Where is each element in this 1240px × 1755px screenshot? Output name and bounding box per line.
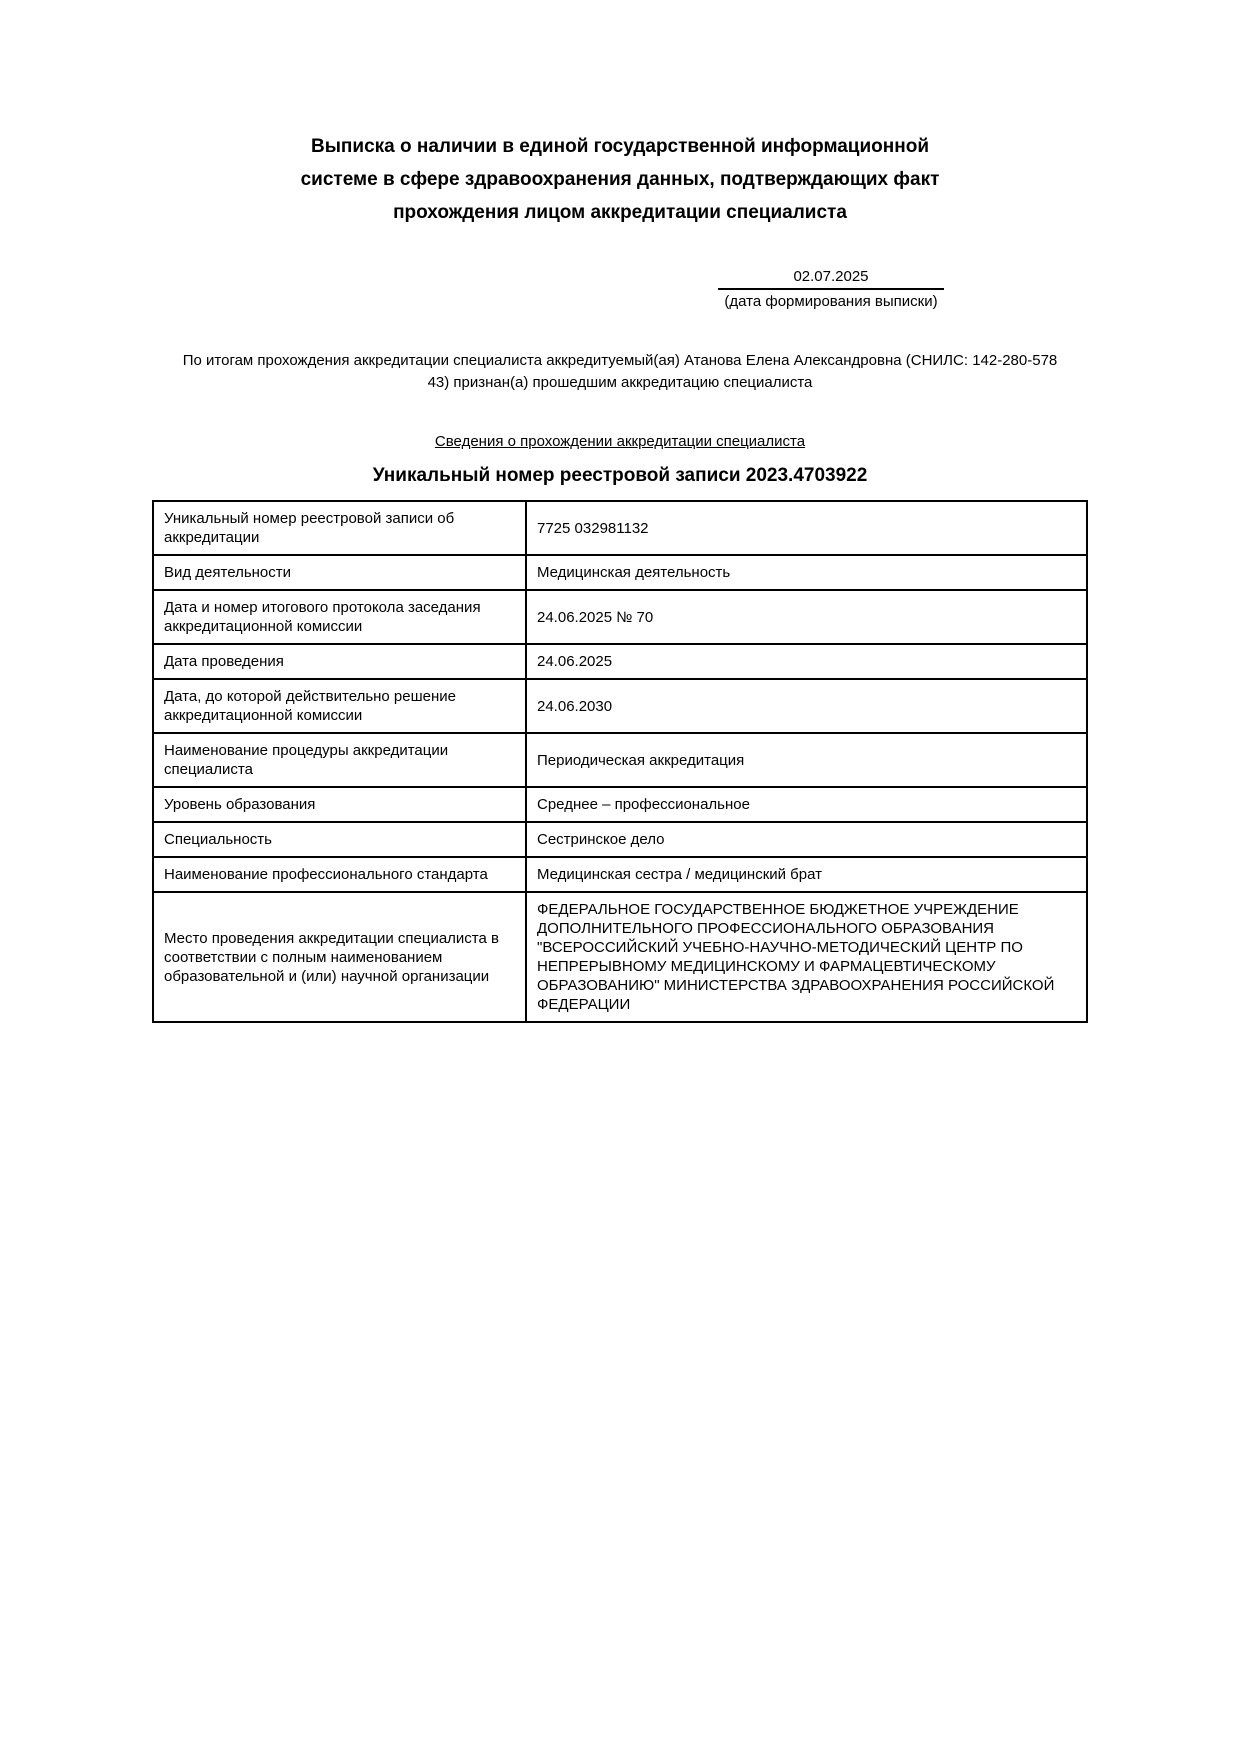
row-label: Дата проведения	[153, 644, 526, 679]
row-value: 24.06.2025	[526, 644, 1087, 679]
table-row	[153, 822, 1087, 857]
table-row	[153, 892, 1087, 1022]
row-value: Периодическая аккредитация	[526, 733, 1087, 787]
accreditation-table-body	[153, 501, 1087, 1022]
intro-paragraph	[120, 350, 1120, 394]
row-label: Наименование процедуры аккредитации специалиста	[153, 733, 526, 787]
table-row	[153, 501, 1087, 555]
title-line-3: прохождения лицом аккредитации специалиста	[393, 202, 847, 223]
title-line-1: Выписка о наличии в единой государственной информационной	[310, 136, 930, 157]
row-value: Среднее – профессиональное	[526, 787, 1087, 822]
formation-date-block	[718, 267, 944, 312]
row-value: ФЕДЕРАЛЬНОЕ ГОСУДАРСТВЕННОЕ БЮДЖЕТНОЕ УЧРЕЖДЕНИЕ ДОПОЛНИТЕЛЬНОГО ПРОФЕССИОНАЛЬНОГО ОБРАЗОВАНИЯ "ВСЕРОССИЙСКИЙ УЧЕБНО-НАУЧНО-МЕТОДИЧЕСКИЙ ЦЕНТР ПО НЕПРЕРЫВНОМУ МЕДИЦИНСКОМУ И ФАРМАЦЕВТИЧЕСКОМУ ОБРАЗОВАНИЮ" МИНИСТЕРСТВА ЗДРАВООХРАНЕНИЯ РОССИЙСКОЙ ФЕДЕРАЦИИ	[526, 892, 1087, 1022]
row-value: 7725 032981132	[526, 501, 1087, 555]
table-row	[153, 857, 1087, 892]
table-row	[153, 679, 1087, 733]
table-row	[153, 644, 1087, 679]
row-value: 24.06.2025 № 70	[526, 590, 1087, 644]
table-row	[153, 787, 1087, 822]
row-value: Медицинская сестра / медицинский брат	[526, 857, 1087, 892]
row-value: 24.06.2030	[526, 679, 1087, 733]
intro-line-2: 43) признан(а) прошедшим аккредитацию специалиста	[427, 374, 813, 391]
formation-date-value: 02.07.2025	[718, 267, 944, 290]
formation-date-caption: (дата формирования выписки)	[724, 293, 938, 310]
table-row	[153, 733, 1087, 787]
section-heading: Сведения о прохождении аккредитации специалиста	[434, 433, 806, 450]
row-label: Дата, до которой действительно решение аккредитационной комиссии	[153, 679, 526, 733]
registry-number-heading: Уникальный номер реестровой записи 2023.4703922	[372, 465, 868, 486]
row-value: Сестринское дело	[526, 822, 1087, 857]
table-row	[153, 555, 1087, 590]
row-label: Наименование профессионального стандарта	[153, 857, 526, 892]
row-label: Место проведения аккредитации специалиста в соответствии с полным наименованием образовательной и (или) научной организации	[153, 892, 526, 1022]
row-label: Уровень образования	[153, 787, 526, 822]
accreditation-details-table	[152, 500, 1088, 1023]
document-title	[260, 130, 980, 229]
row-value: Медицинская деятельность	[526, 555, 1087, 590]
table-row	[153, 590, 1087, 644]
title-line-2: системе в сфере здравоохранения данных, подтверждающих факт	[300, 169, 940, 190]
row-label: Дата и номер итогового протокола заседания аккредитационной комиссии	[153, 590, 526, 644]
row-label: Вид деятельности	[153, 555, 526, 590]
intro-line-1: По итогам прохождения аккредитации специалиста аккредитуемый(ая) Атанова Елена Александровна (СНИЛС: 142-280-578	[182, 352, 1058, 369]
row-label: Специальность	[153, 822, 526, 857]
row-label: Уникальный номер реестровой записи об аккредитации	[153, 501, 526, 555]
